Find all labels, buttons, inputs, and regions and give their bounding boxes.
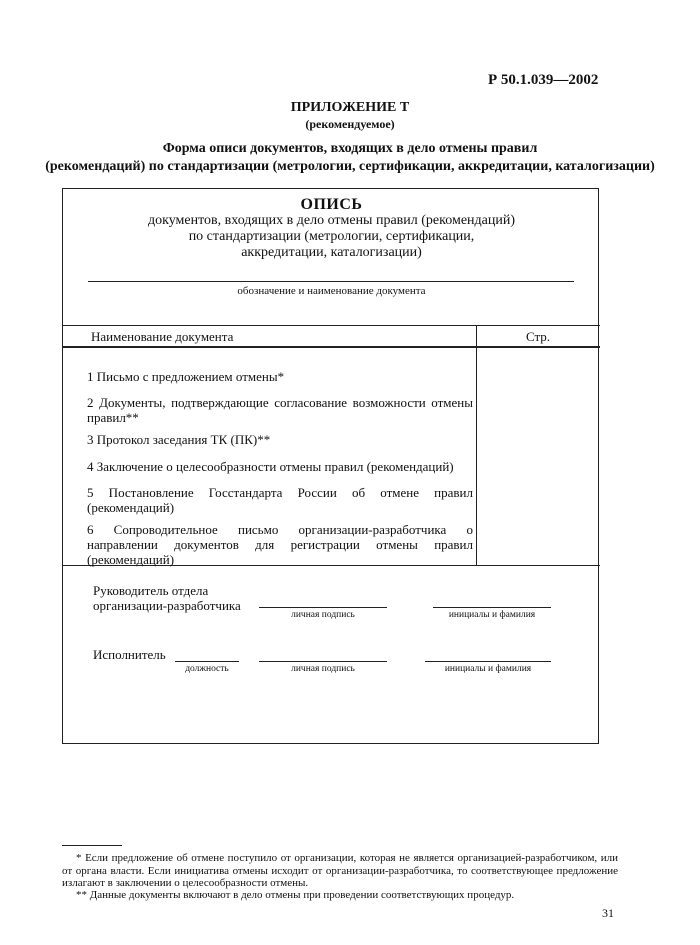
table-row: 3 Протокол заседания ТК (ПК)** [87, 432, 271, 447]
form-subheading [63, 213, 600, 261]
table-header-border [63, 346, 600, 348]
head-initials-line[interactable] [433, 607, 551, 608]
table-row: 2 Документы, подтверждающие согласование возможности отмены правил** [87, 395, 473, 425]
table-header-name: Наименование документа [91, 329, 234, 344]
designation-field-line[interactable] [88, 281, 574, 282]
executor-label: Исполнитель [93, 647, 166, 662]
standard-number: Р 50.1.039—2002 [488, 72, 599, 88]
form-title-line-1: Форма описи документов, входящих в дело отмены правил [162, 141, 538, 156]
table-row: 6 Сопроводительное письмо организации-разработчика о направлении документов для регистрации отмены правил (рекомендаций) [87, 522, 473, 567]
appendix-status: (рекомендуемое) [305, 117, 395, 131]
head-signature-caption: личная подпись [291, 610, 355, 620]
head-initials-caption: инициалы и фамилия [448, 610, 536, 620]
footnote-2: ** Данные документы включают в дело отмены при проведении соответствующих процедур. [76, 889, 515, 901]
form-heading: ОПИСЬ [300, 196, 363, 213]
table-row: 5 Постановление Госстандарта России об отмене правил (рекомендаций) [87, 485, 473, 515]
footnote-1: * Если предложение об отмене поступило от организации, которая не является организацией-разработчиком, или от органа власти. Если инициатива отмены исходит от организации-разработчика, то соответствующее предложение излагают в заключении о целесообразности отмены. [62, 852, 618, 889]
form-subheading-line-3: аккредитации, каталогизации) [241, 245, 422, 260]
inventory-form-frame [62, 188, 599, 744]
executor-signature-caption: личная подпись [291, 664, 355, 674]
table-row: 4 Заключение о целесообразности отмены правил (рекомендаций) [87, 459, 454, 474]
form-title [0, 140, 700, 176]
form-subheading-line-2: по стандартизации (метрологии, сертификации, [188, 229, 475, 244]
form-subheading-line-1: документов, входящих в дело отмены правил (рекомендаций) [147, 213, 516, 228]
page-number: 31 [602, 906, 614, 920]
head-label [93, 583, 241, 613]
head-label-line-1: Руководитель отдела [93, 583, 209, 598]
footnote-rule [62, 845, 122, 846]
table-column-divider [476, 325, 477, 565]
appendix-title: ПРИЛОЖЕНИЕ Т [290, 100, 410, 115]
executor-initials-line[interactable] [425, 661, 551, 662]
executor-position-caption: должность [185, 664, 229, 674]
table-row: 1 Письмо с предложением отмены* [87, 369, 285, 384]
table-header-page: Стр. [525, 329, 551, 344]
executor-signature-line[interactable] [259, 661, 387, 662]
executor-position-line[interactable] [175, 661, 239, 662]
designation-caption: обозначение и наименование документа [237, 285, 426, 297]
head-signature-line[interactable] [259, 607, 387, 608]
head-label-line-2: организации-разработчика [93, 598, 241, 613]
form-title-line-2: (рекомендаций) по стандартизации (метрологии, сертификации, аккредитации, каталогизации) [45, 159, 655, 174]
executor-initials-caption: инициалы и фамилия [444, 664, 532, 674]
table-top-border [63, 325, 600, 326]
